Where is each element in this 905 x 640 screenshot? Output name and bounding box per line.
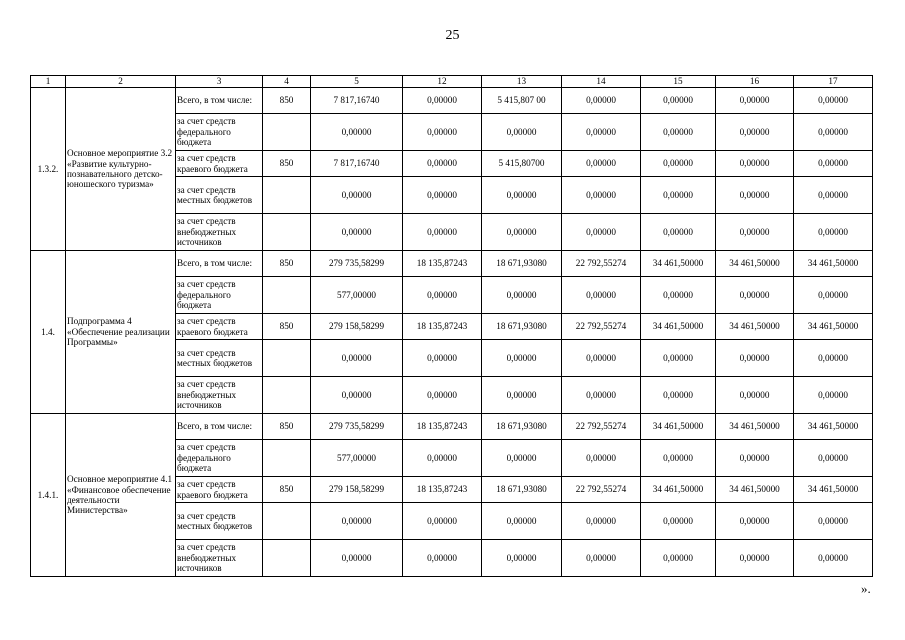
- item-name: Основное мероприятие 4.1 «Финансовое обеспечение деятельности Министерства»: [66, 414, 176, 577]
- amount-cell: 34 461,50000: [641, 477, 716, 503]
- funding-source: за счет средств внебюджетных источников: [176, 214, 263, 251]
- amount-cell: 279 158,58299: [311, 314, 403, 340]
- amount-cell: 0,00000: [311, 114, 403, 151]
- amount-cell: 18 671,93080: [482, 414, 562, 440]
- amount-cell: 18 135,87243: [403, 314, 482, 340]
- grbs-code: [263, 377, 311, 414]
- amount-cell: 0,00000: [716, 151, 794, 177]
- amount-cell: 0,00000: [403, 540, 482, 577]
- amount-cell: 0,00000: [311, 214, 403, 251]
- funding-source: за счет средств федерального бюджета: [176, 114, 263, 151]
- amount-cell: 0,00000: [562, 214, 641, 251]
- grbs-code: 850: [263, 414, 311, 440]
- amount-cell: 0,00000: [403, 503, 482, 540]
- amount-cell: 0,00000: [794, 377, 873, 414]
- amount-cell: 0,00000: [482, 503, 562, 540]
- amount-cell: 279 735,58299: [311, 414, 403, 440]
- grbs-code: [263, 114, 311, 151]
- table-row: [31, 88, 873, 114]
- amount-cell: 0,00000: [482, 114, 562, 151]
- grbs-code: 850: [263, 88, 311, 114]
- amount-cell: 0,00000: [482, 214, 562, 251]
- amount-cell: 0,00000: [794, 440, 873, 477]
- amount-cell: 0,00000: [641, 114, 716, 151]
- amount-cell: 0,00000: [794, 114, 873, 151]
- amount-cell: 5 415,807 00: [482, 88, 562, 114]
- item-name: Основное мероприятие 3.2 «Развитие культурно-познавательного детско-юношеского туризма»: [66, 88, 176, 251]
- amount-cell: 0,00000: [403, 88, 482, 114]
- amount-cell: 0,00000: [641, 340, 716, 377]
- amount-cell: 0,00000: [794, 177, 873, 214]
- amount-cell: 0,00000: [641, 214, 716, 251]
- funding-source: за счет средств внебюджетных источников: [176, 540, 263, 577]
- amount-cell: 22 792,55274: [562, 477, 641, 503]
- amount-cell: 0,00000: [716, 340, 794, 377]
- amount-cell: 0,00000: [716, 503, 794, 540]
- amount-cell: 0,00000: [562, 151, 641, 177]
- amount-cell: 0,00000: [716, 277, 794, 314]
- funding-source: за счет средств местных бюджетов: [176, 340, 263, 377]
- amount-cell: 0,00000: [311, 503, 403, 540]
- amount-cell: 22 792,55274: [562, 251, 641, 277]
- grbs-code: [263, 340, 311, 377]
- column-header: 14: [562, 76, 641, 88]
- amount-cell: 34 461,50000: [716, 477, 794, 503]
- column-header: 3: [176, 76, 263, 88]
- funding-source: Всего, в том числе:: [176, 251, 263, 277]
- column-header: 12: [403, 76, 482, 88]
- amount-cell: 0,00000: [311, 540, 403, 577]
- amount-cell: 0,00000: [641, 88, 716, 114]
- amount-cell: 0,00000: [311, 340, 403, 377]
- amount-cell: 0,00000: [641, 440, 716, 477]
- amount-cell: 0,00000: [311, 377, 403, 414]
- amount-cell: 0,00000: [641, 151, 716, 177]
- amount-cell: 577,00000: [311, 277, 403, 314]
- amount-cell: 0,00000: [311, 177, 403, 214]
- column-header: 5: [311, 76, 403, 88]
- grbs-code: [263, 440, 311, 477]
- amount-cell: 0,00000: [562, 277, 641, 314]
- amount-cell: 0,00000: [403, 151, 482, 177]
- amount-cell: 0,00000: [641, 503, 716, 540]
- amount-cell: 22 792,55274: [562, 414, 641, 440]
- grbs-code: [263, 214, 311, 251]
- amount-cell: 18 135,87243: [403, 477, 482, 503]
- grbs-code: [263, 277, 311, 314]
- amount-cell: 0,00000: [716, 177, 794, 214]
- amount-cell: 0,00000: [716, 214, 794, 251]
- grbs-code: 850: [263, 151, 311, 177]
- amount-cell: 22 792,55274: [562, 314, 641, 340]
- amount-cell: 577,00000: [311, 440, 403, 477]
- page-number: 25: [445, 28, 460, 43]
- amount-cell: 0,00000: [641, 177, 716, 214]
- amount-cell: 0,00000: [482, 340, 562, 377]
- funding-source: за счет средств краевого бюджета: [176, 314, 263, 340]
- amount-cell: 0,00000: [403, 277, 482, 314]
- amount-cell: 0,00000: [482, 540, 562, 577]
- item-code: 1.3.2.: [31, 88, 66, 251]
- amount-cell: 5 415,80700: [482, 151, 562, 177]
- amount-cell: 0,00000: [562, 177, 641, 214]
- column-header: 17: [794, 76, 873, 88]
- amount-cell: 0,00000: [794, 277, 873, 314]
- amount-cell: 0,00000: [562, 88, 641, 114]
- amount-cell: 34 461,50000: [794, 314, 873, 340]
- column-header: 4: [263, 76, 311, 88]
- grbs-code: [263, 177, 311, 214]
- funding-source: за счет средств краевого бюджета: [176, 477, 263, 503]
- amount-cell: 18 671,93080: [482, 251, 562, 277]
- amount-cell: 0,00000: [716, 440, 794, 477]
- amount-cell: 0,00000: [716, 377, 794, 414]
- amount-cell: 34 461,50000: [794, 414, 873, 440]
- column-header: 1: [31, 76, 66, 88]
- amount-cell: 0,00000: [403, 440, 482, 477]
- amount-cell: 0,00000: [403, 340, 482, 377]
- amount-cell: 279 158,58299: [311, 477, 403, 503]
- closing-quote-mark: ».: [861, 581, 871, 596]
- amount-cell: 34 461,50000: [641, 251, 716, 277]
- amount-cell: 18 671,93080: [482, 477, 562, 503]
- funding-source: за счет средств федерального бюджета: [176, 277, 263, 314]
- amount-cell: 0,00000: [482, 177, 562, 214]
- amount-cell: 0,00000: [716, 540, 794, 577]
- budget-table: [30, 75, 873, 577]
- table-row: [31, 414, 873, 440]
- amount-cell: 18 135,87243: [403, 251, 482, 277]
- amount-cell: 34 461,50000: [716, 251, 794, 277]
- amount-cell: 0,00000: [562, 377, 641, 414]
- amount-cell: 0,00000: [562, 540, 641, 577]
- grbs-code: 850: [263, 251, 311, 277]
- column-header: 2: [66, 76, 176, 88]
- amount-cell: 7 817,16740: [311, 88, 403, 114]
- table-row: [31, 251, 873, 277]
- funding-source: Всего, в том числе:: [176, 414, 263, 440]
- funding-source: Всего, в том числе:: [176, 88, 263, 114]
- grbs-code: 850: [263, 314, 311, 340]
- amount-cell: 7 817,16740: [311, 151, 403, 177]
- grbs-code: [263, 503, 311, 540]
- amount-cell: 0,00000: [562, 114, 641, 151]
- amount-cell: 0,00000: [403, 114, 482, 151]
- amount-cell: 34 461,50000: [716, 414, 794, 440]
- budget-table-body: [31, 76, 873, 577]
- amount-cell: 0,00000: [403, 377, 482, 414]
- amount-cell: 0,00000: [641, 277, 716, 314]
- amount-cell: 0,00000: [482, 377, 562, 414]
- amount-cell: 0,00000: [562, 503, 641, 540]
- amount-cell: 0,00000: [641, 377, 716, 414]
- amount-cell: 0,00000: [482, 440, 562, 477]
- column-header: 16: [716, 76, 794, 88]
- column-header: 15: [641, 76, 716, 88]
- amount-cell: 34 461,50000: [641, 314, 716, 340]
- amount-cell: 18 671,93080: [482, 314, 562, 340]
- amount-cell: 0,00000: [794, 540, 873, 577]
- amount-cell: 34 461,50000: [794, 477, 873, 503]
- funding-source: за счет средств местных бюджетов: [176, 503, 263, 540]
- amount-cell: 34 461,50000: [716, 314, 794, 340]
- amount-cell: 0,00000: [716, 114, 794, 151]
- column-header: 13: [482, 76, 562, 88]
- funding-source: за счет средств краевого бюджета: [176, 151, 263, 177]
- amount-cell: 0,00000: [794, 151, 873, 177]
- amount-cell: 34 461,50000: [794, 251, 873, 277]
- amount-cell: 0,00000: [716, 88, 794, 114]
- amount-cell: 0,00000: [562, 340, 641, 377]
- amount-cell: 34 461,50000: [641, 414, 716, 440]
- grbs-code: [263, 540, 311, 577]
- item-code: 1.4.: [31, 251, 66, 414]
- amount-cell: 0,00000: [641, 540, 716, 577]
- amount-cell: 0,00000: [482, 277, 562, 314]
- amount-cell: 0,00000: [794, 88, 873, 114]
- column-number-row: [31, 76, 873, 88]
- amount-cell: 279 735,58299: [311, 251, 403, 277]
- item-name: Подпрограмма 4 «Обеспечение реализации Программы»: [66, 251, 176, 414]
- amount-cell: 0,00000: [562, 440, 641, 477]
- funding-source: за счет средств внебюджетных источников: [176, 377, 263, 414]
- amount-cell: 18 135,87243: [403, 414, 482, 440]
- amount-cell: 0,00000: [794, 503, 873, 540]
- amount-cell: 0,00000: [794, 214, 873, 251]
- amount-cell: 0,00000: [403, 214, 482, 251]
- grbs-code: 850: [263, 477, 311, 503]
- amount-cell: 0,00000: [794, 340, 873, 377]
- item-code: 1.4.1.: [31, 414, 66, 577]
- amount-cell: 0,00000: [403, 177, 482, 214]
- funding-source: за счет средств федерального бюджета: [176, 440, 263, 477]
- funding-source: за счет средств местных бюджетов: [176, 177, 263, 214]
